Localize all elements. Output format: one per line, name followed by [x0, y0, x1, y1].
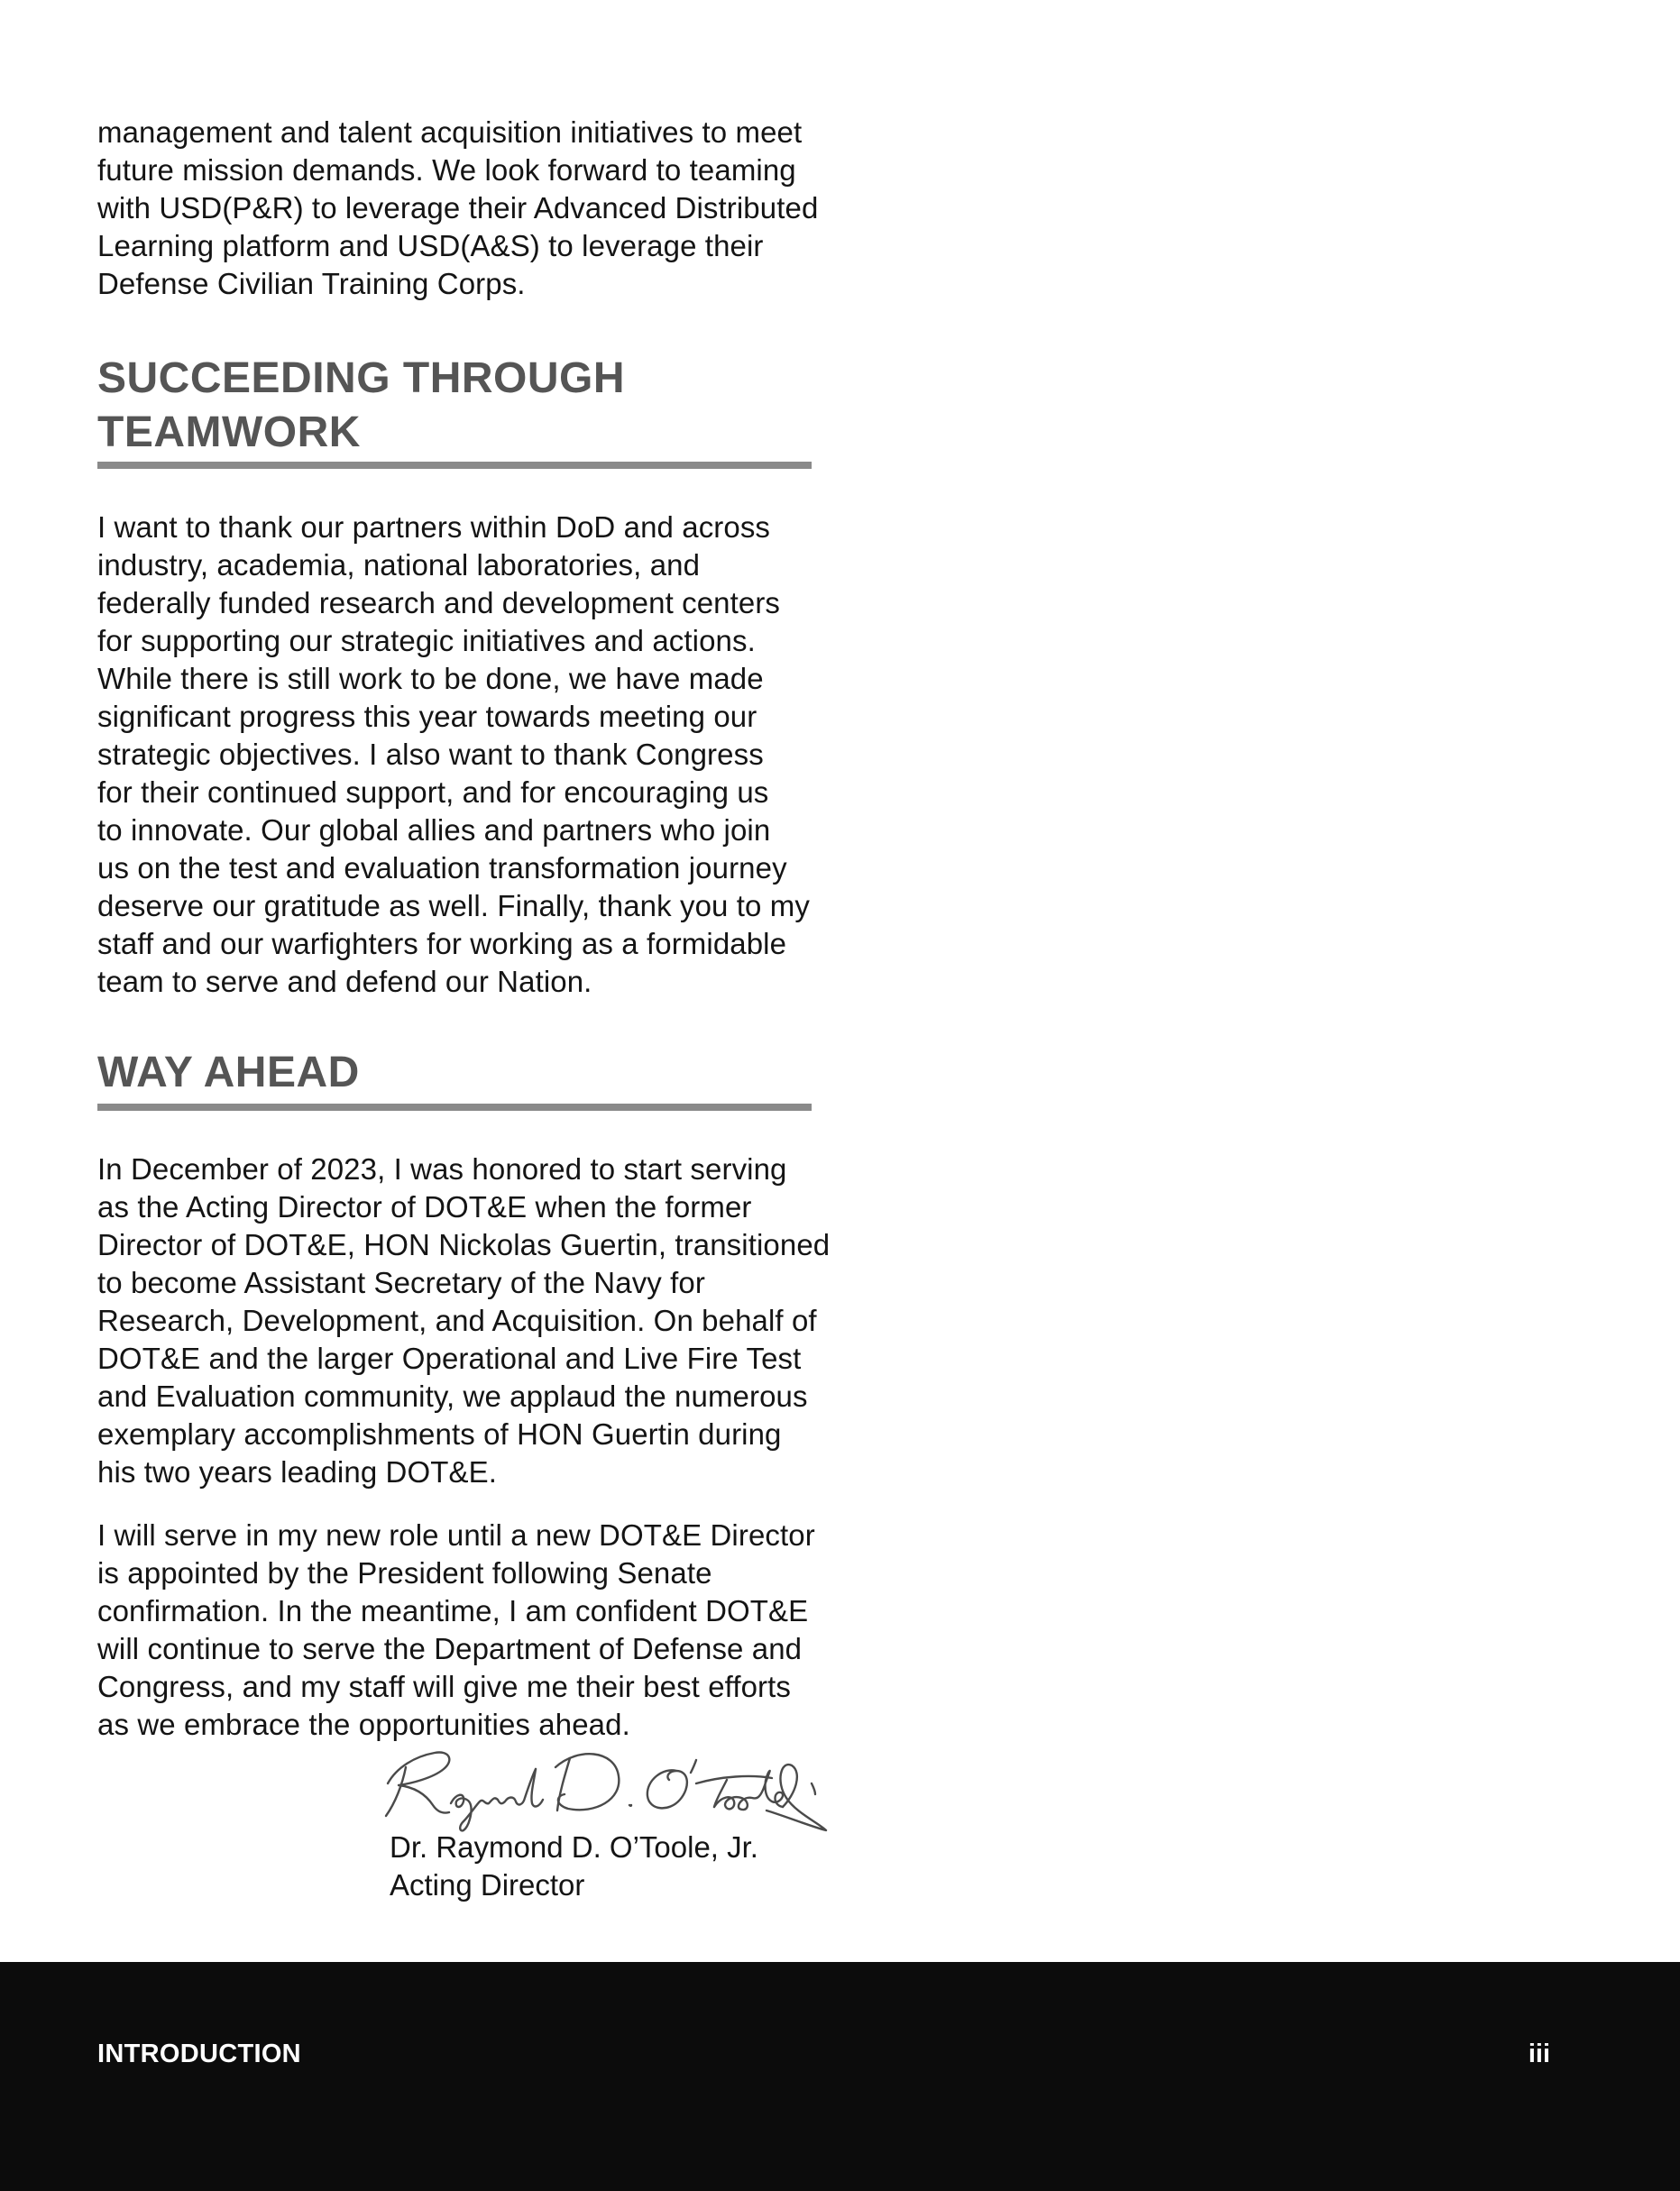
text-line: exemplary accomplishments of HON Guertin during: [97, 1417, 782, 1451]
footer-section-label: INTRODUCTION: [97, 2040, 301, 2068]
text-line: to innovate. Our global allies and partners who join: [97, 813, 771, 847]
text-line: DOT&E and the larger Operational and Live Fire Test: [97, 1342, 802, 1375]
text-line: and Evaluation community, we applaud the numerous: [97, 1380, 808, 1413]
text-line: Director of DOT&E, HON Nickolas Guertin, transitioned: [97, 1228, 831, 1261]
signatory-name: Dr. Raymond D. O’Toole, Jr.: [390, 1830, 758, 1864]
way-ahead-paragraph-2: [97, 1517, 814, 1744]
text-line: industry, academia, national laboratories, and: [97, 548, 701, 582]
page-footer: [0, 1962, 1680, 2191]
text-line: us on the test and evaluation transformation journey: [97, 851, 787, 885]
text-line: Congress, and my staff will give me their best efforts: [97, 1670, 792, 1703]
text-line: While there is still work to be done, we have made: [97, 662, 764, 695]
section-heading-way-ahead: [97, 1046, 814, 1100]
text-line: Defense Civilian Training Corps.: [97, 267, 526, 300]
heading-line: TEAMWORK: [97, 408, 361, 456]
text-line: team to serve and defend our Nation.: [97, 965, 592, 998]
text-line: is appointed by the President following Senate: [97, 1556, 712, 1590]
heading-line: SUCCEEDING THROUGH: [97, 354, 626, 402]
section-divider: [97, 1104, 812, 1111]
text-line: for supporting our strategic initiatives and actions.: [97, 624, 756, 657]
text-line: future mission demands. We look forward to teaming: [97, 153, 796, 187]
text-line: his two years leading DOT&E.: [97, 1455, 497, 1489]
text-line: as we embrace the opportunities ahead.: [97, 1708, 630, 1741]
text-line: I want to thank our partners within DoD and across: [97, 510, 771, 544]
intro-paragraph: [97, 114, 819, 303]
signature-block: [379, 1740, 830, 1921]
text-line: deserve our gratitude as well. Finally, thank you to my: [97, 889, 810, 922]
text-line: significant progress this year towards meeting our: [97, 700, 757, 733]
page-number: iii: [1528, 2040, 1550, 2068]
text-line: staff and our warfighters for working as a formidable: [97, 927, 787, 960]
text-line: I will serve in my new role until a new DOT&E Director: [97, 1518, 815, 1552]
text-line: federally funded research and development centers: [97, 586, 781, 619]
handwritten-signature: [379, 1740, 830, 1839]
text-line: as the Acting Director of DOT&E when the former: [97, 1190, 752, 1224]
teamwork-paragraph: [97, 509, 814, 1001]
text-line: strategic objectives. I also want to thank Congress: [97, 738, 764, 771]
text-line: Learning platform and USD(A&S) to leverage their: [97, 229, 764, 262]
text-line: to become Assistant Secretary of the Navy for: [97, 1266, 705, 1299]
way-ahead-paragraph-1: [97, 1151, 831, 1491]
section-divider: [97, 462, 812, 469]
signatory-title: Acting Director: [390, 1868, 585, 1902]
text-line: In December of 2023, I was honored to start serving: [97, 1152, 787, 1186]
main-column: [97, 114, 831, 1744]
text-line: management and talent acquisition initiatives to meet: [97, 115, 803, 149]
text-line: confirmation. In the meantime, I am confident DOT&E: [97, 1594, 809, 1627]
text-line: for their continued support, and for encouraging us: [97, 775, 769, 809]
section-heading-teamwork: [97, 352, 814, 460]
text-line: with USD(P&R) to leverage their Advanced Distributed: [97, 191, 819, 225]
text-line: will continue to serve the Department of Defense and: [97, 1632, 803, 1665]
text-line: Research, Development, and Acquisition. On behalf of: [97, 1304, 817, 1337]
heading-line: WAY AHEAD: [97, 1049, 360, 1096]
